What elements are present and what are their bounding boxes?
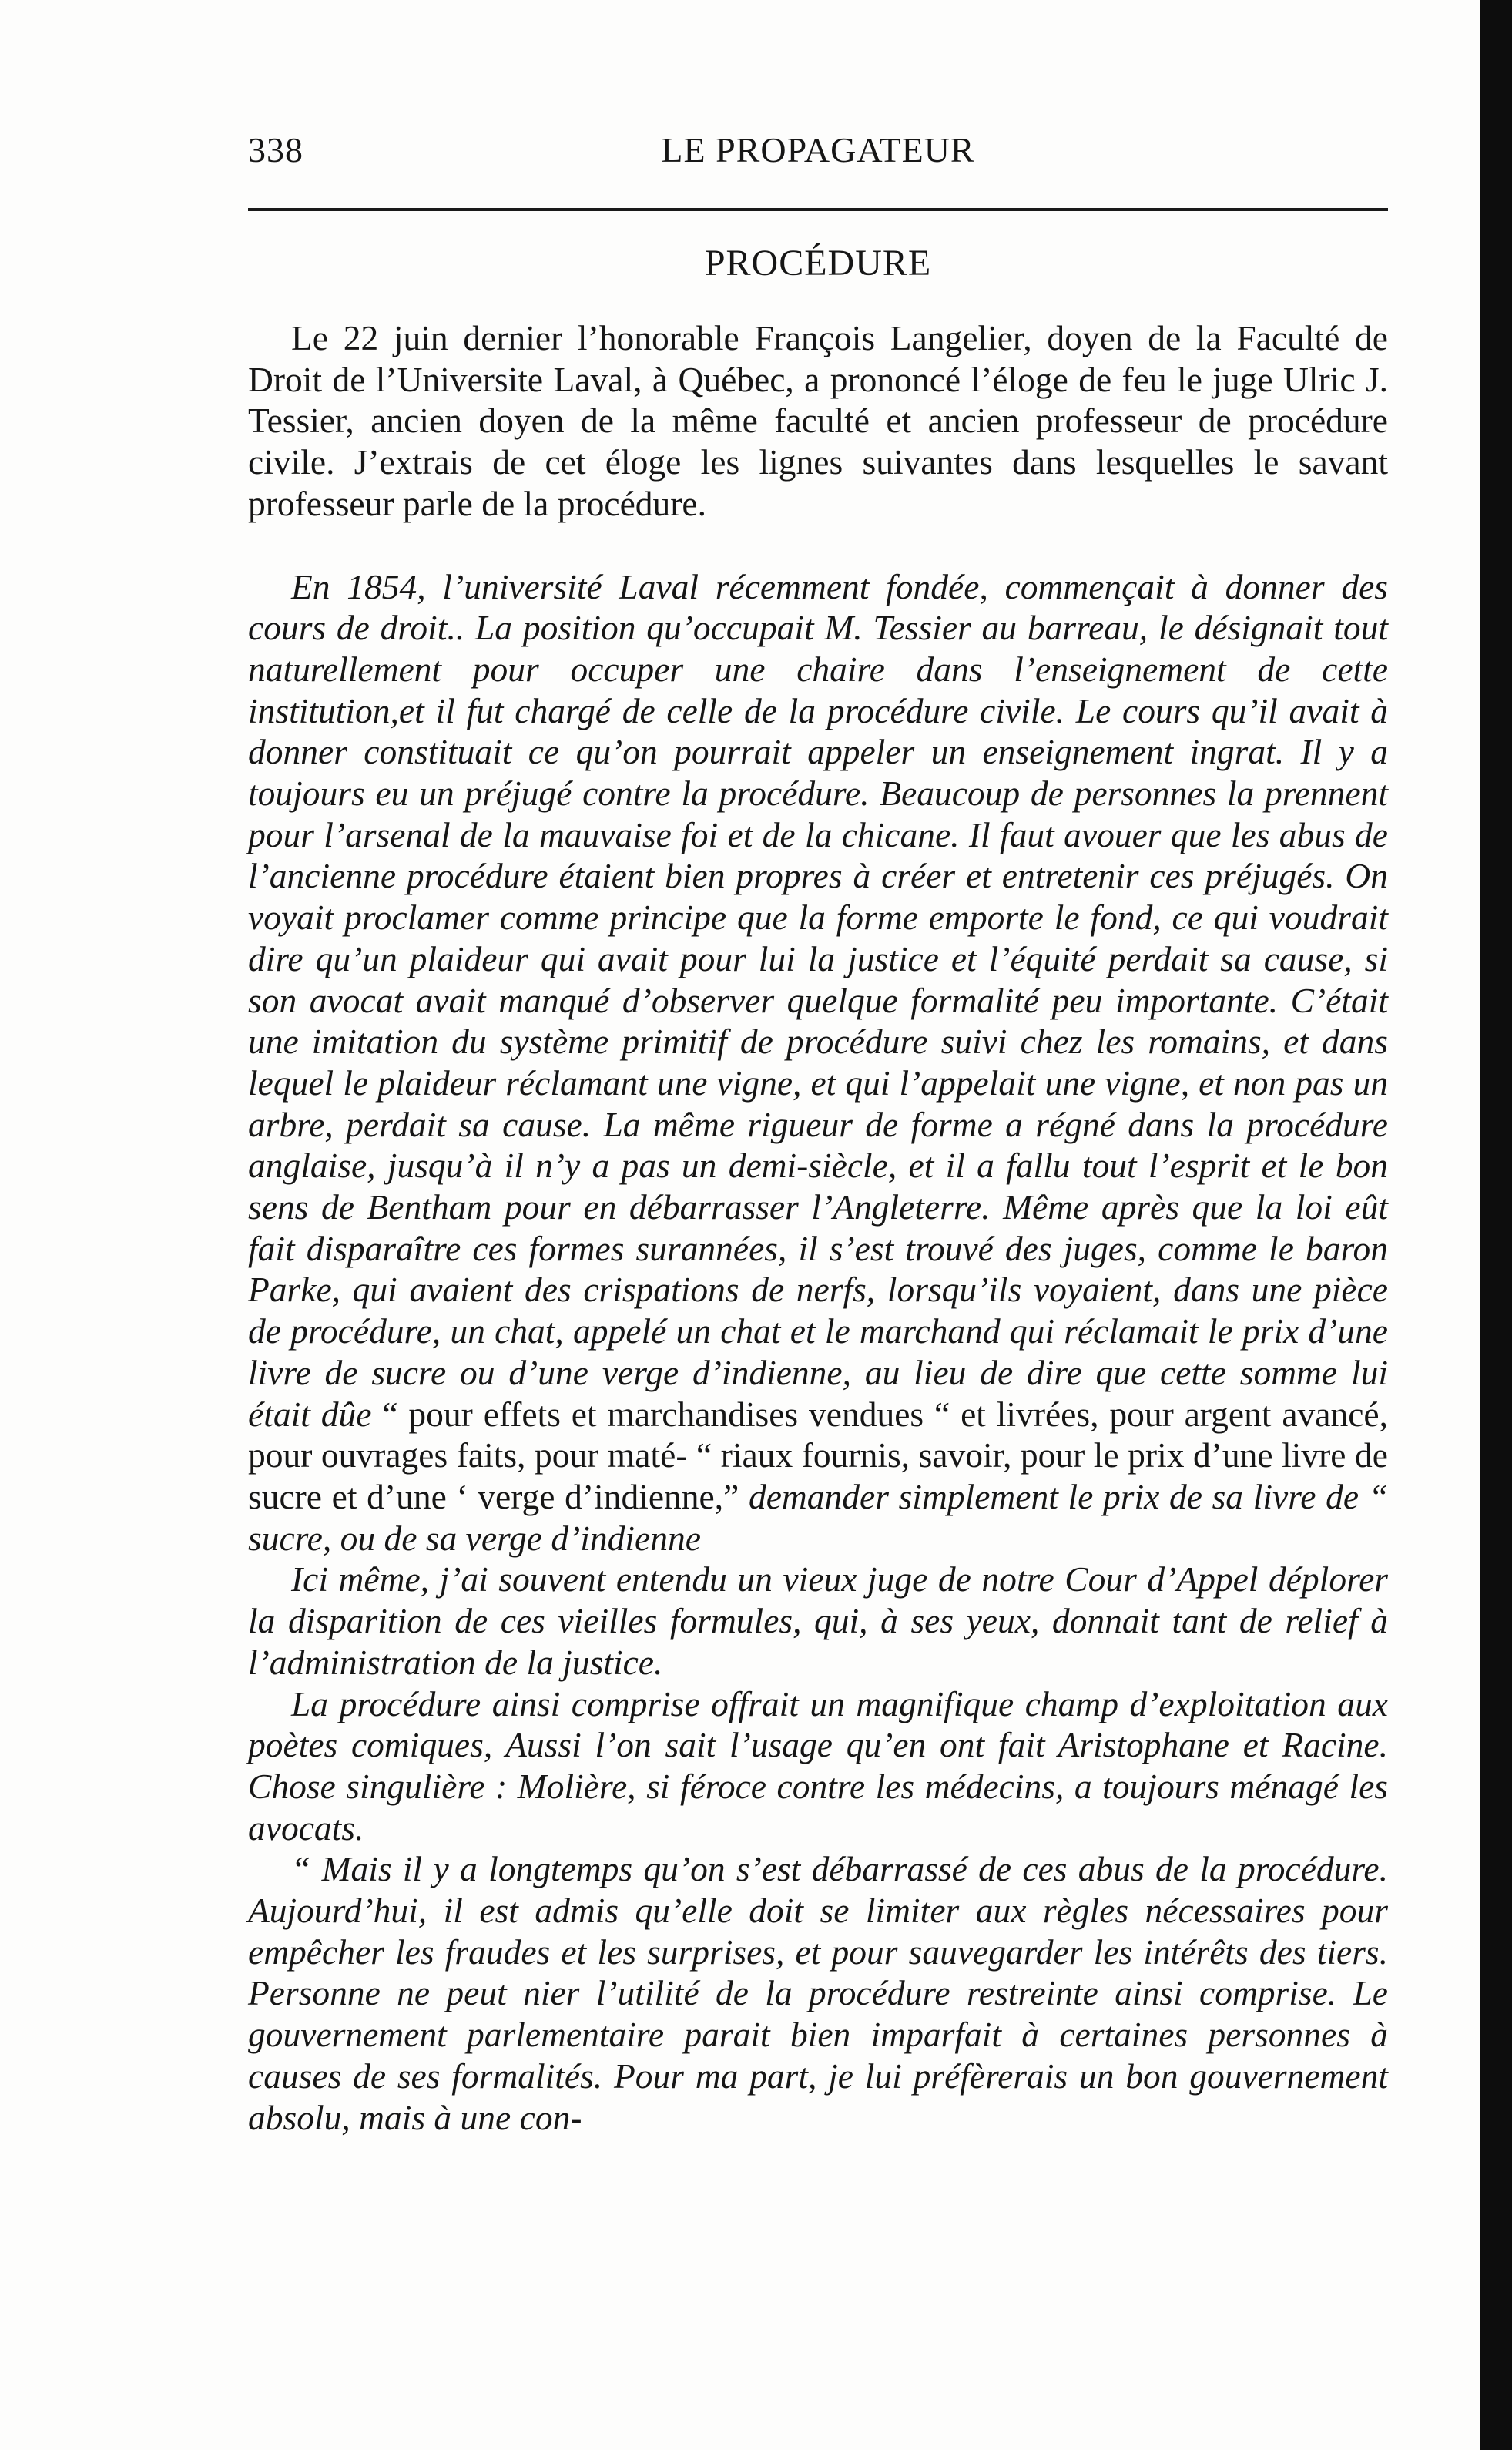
quoted-paragraph-1 [248, 566, 1388, 1559]
running-header [248, 129, 1388, 176]
page-number: 338 [248, 130, 303, 169]
article-body [248, 317, 1388, 2138]
section-title: PROCÉDURE [704, 243, 932, 284]
running-title: LE PROPAGATEUR [661, 130, 975, 169]
paragraph-gap [248, 525, 1388, 566]
quoted-paragraph-2: Ici même, j’ai souvent entendu un vieux juge de notre Cour d’Appel déplorer la disparition de ces vieilles formules, qui, à ses yeux, donnait tant de relief à l’administration de la justice. [248, 1559, 1388, 1682]
quote-1-tail: demander simplement le prix de sa livre de “ sucre, ou de sa verge d’indienne [248, 1476, 1388, 1558]
header-rule [248, 208, 1388, 211]
quote-1-italic: En 1854, l’université Laval récemment fondée, commençait à donner des cours de droit.. La position qu’occupait M. Tessier au barreau, le désignait tout naturellement pour occuper une chaire dans l’enseignement de cette institution,et il fut chargé de celle de la procédure civile. Le cours qu’il avait à donner constituait ce qu’on pourrait appeler un enseignement ingrat. Il y a toujours eu un préjugé contre la procédure. Beaucoup de personnes la prennent pour l’arsenal de la mauvaise foi et de la chicane. Il faut avouer que les abus de l’ancienne procédure étaient bien propres à créer et entretenir ces préjugés. On voyait proclamer comme principe que la forme emporte le fond, ce qui voudrait dire qu’un plaideur qui avait pour lui la justice et l’équité perdait sa cause, si son avocat avait manqué d’observer quelque formalité peu importante. C’était une imitation du système primitif de procédure suivi chez les romains, et dans lequel le plaideur réclamant une vigne, et qui l’appelait une vigne, et non pas un arbre, perdait sa cause. La même rigueur de forme a régné dans la procédure anglaise, jusqu’à il n’y a pas un demi-siècle, et il a fallu tout l’esprit et le bon sens de Bentham pour en débarrasser l’Angleterre. Même après que la loi eût fait disparaître ces formes surannées, il s’est trouvé des juges, comme le baron Parke, qui avaient des crispations de nerfs, lorsqu’ils voyaient, dans une pièce de procédure, un chat, appelé un chat et le marchand qui réclamait le prix d’une livre de sucre ou d’une verge d’indienne, au lieu de dire que cette somme lui était dûe [248, 566, 1388, 1434]
quoted-paragraph-4: “ Mais il y a longtemps qu’on s’est débarrassé de ces abus de la procédure. Aujourd’hui, il est admis qu’elle doit se limiter aux règles nécessaires pour empêcher les fraudes et les surprises, et pour sauvegarder les intérêts des tiers. Personne ne peut nier l’utilité de la procédure restreinte ainsi comprise. Le gouvernement parlementaire parait bien imparfait à certaines personnes à causes de ses formalités. Pour ma part, je lui préfèrerais un bon gouvernement absolu, mais à une con- [248, 1849, 1388, 2137]
quoted-paragraph-3: La procédure ainsi comprise offrait un magnifique champ d’exploitation aux poètes comiques, Aussi l’on sait l’usage qu’en ont fait Aristophane et Racine. Chose singulière : Molière, si féroce contre les médecins, a toujours ménagé les avocats. [248, 1683, 1388, 1848]
quote-1-roman: “ pour effets et marchandises vendues “ et livrées, pour argent avancé, pour ouvrages faits, pour maté- “ riaux fournis, savoir, pour le prix d’une livre de sucre et d’une ‘ verge d’indienne,” [248, 1394, 1388, 1516]
intro-paragraph: Le 22 juin dernier l’honorable François Langelier, doyen de la Faculté de Droit de l’Universite Laval, à Québec, a prononcé l’éloge de feu le juge Ulric J. Tessier, ancien doyen de la même faculté et ancien professeur de procédure civile. J’extrais de cet éloge les lignes suivantes dans lesquelles le savant professeur parle de la procédure. [248, 318, 1388, 523]
scan-edge-bar [1480, 0, 1512, 2450]
